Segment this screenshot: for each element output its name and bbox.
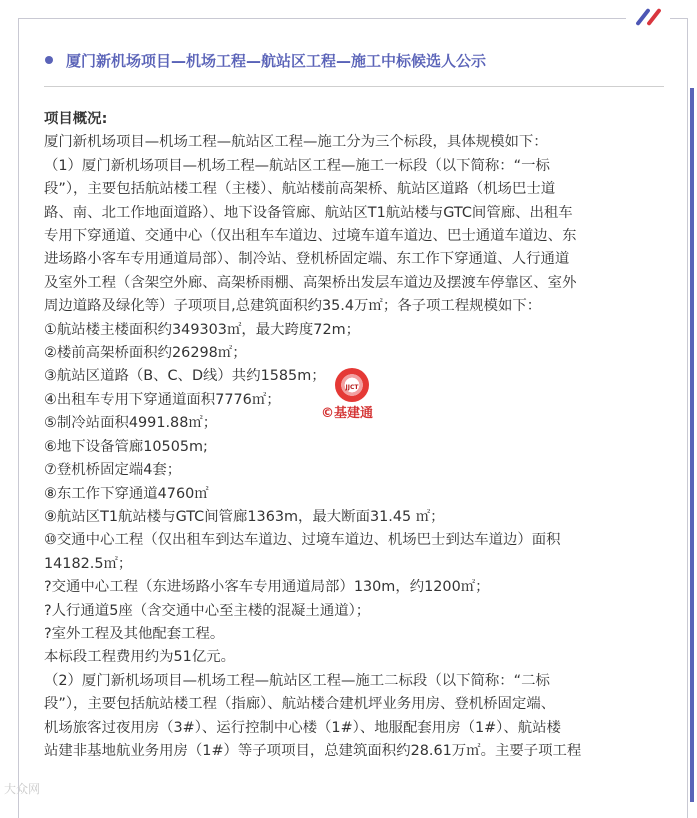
body-line: ②楼前高架桥面积约26298㎡； — [44, 345, 247, 362]
body-line: 路、南、北工作地面道路）、地下设备管廊、航站区T1航站楼与GTC间管廊、出租车 — [44, 204, 573, 221]
body-line: 周边道路及绿化等）子项项目,总建筑面积约35.4万㎡；各子项工程规模如下： — [44, 298, 542, 315]
body-line: 段”），主要包括航站楼工程（指廊）、航站楼合建机坪业务用房、登机桥固定端、 — [44, 696, 556, 713]
body-line: （1）厦门新机场项目—机场工程—航站区工程—施工一标段（以下简称：“一标 — [44, 157, 550, 174]
watermark-badge-text: JJCT — [345, 384, 359, 391]
body-line: ⑦登机桥固定端4套； — [44, 462, 182, 479]
section-heading: 项目概况: — [44, 111, 108, 127]
body-line: ⑧东工作下穿通道4760㎡ — [44, 485, 209, 502]
body-line: 14182.5㎡； — [44, 555, 133, 572]
article-body — [44, 108, 672, 763]
body-line: 本标段工程费用约为51亿元。 — [44, 649, 235, 666]
body-line: 站建非基地航业务用房（1#）等子项项目，总建筑面积约28.61万㎡。主要子项工程 — [44, 742, 582, 759]
body-line: ⑤制冷站面积4991.88㎡； — [44, 415, 218, 432]
body-line: ④出租车专用下穿通道面积7776㎡； — [44, 391, 281, 408]
body-line: 机场旅客过夜用房（3#）、运行控制中心楼（1#）、地服配套用房（1#）、航站楼 — [44, 719, 561, 736]
body-line: 及室外工程（含架空外廊、高架桥雨棚、高架桥出发层车道边及摆渡车停靠区、室外 — [44, 274, 577, 291]
watermark — [321, 368, 391, 424]
body-line: 专用下穿通道、交通中心（仅出租车车道边、过境车道车道边、巴士通道车道边、东 — [44, 228, 577, 245]
article-title: 厦门新机场项目—机场工程—航站区工程—施工中标候选人公示 — [66, 52, 487, 70]
article-title-row — [44, 50, 664, 72]
bullet-dot-icon — [45, 56, 53, 64]
right-accent-bar — [690, 88, 694, 802]
watermark-text: ©基建通 — [321, 406, 374, 421]
body-line: ①航站楼主楼面积约349303㎡，最大跨度72m； — [44, 321, 361, 338]
body-line: （2）厦门新机场项目—机场工程—航站区工程—施工二标段（以下简称：“二标 — [44, 672, 550, 689]
body-line: 厦门新机场项目—机场工程—航站区工程—施工分为三个标段，具体规模如下： — [44, 134, 548, 151]
body-line: ③航站区道路（B、C、D线）共约1585m； — [44, 368, 326, 385]
body-line: ?室外工程及其他配套工程。 — [44, 625, 225, 642]
body-line: ?交通中心工程（东进场路小客车专用通道局部）130m，约1200㎡； — [44, 579, 490, 596]
body-line: ⑩交通中心工程（仅出租车到达车道边、过境车道边、机场巴士到达车道边）面积 — [44, 532, 561, 549]
body-line: ⑥地下设备管廊10505m; — [44, 438, 208, 455]
body-line: 进场路小客车专用通道局部）、制冷站、登机桥固定端、东工作下穿通道、人行通道 — [44, 251, 570, 268]
body-line: ?人行通道5座（含交通中心至主楼的混凝土通道）； — [44, 602, 371, 619]
corner-watermark: 大众网 — [4, 782, 41, 796]
body-line: ⑨航站区T1航站楼与GTC间管廊1363m，最大断面31.45 ㎡； — [44, 508, 445, 525]
title-divider — [44, 86, 664, 87]
body-line: 段”），主要包括航站楼工程（主楼）、航站楼前高架桥、航站区道路（机场巴士道 — [44, 181, 556, 198]
